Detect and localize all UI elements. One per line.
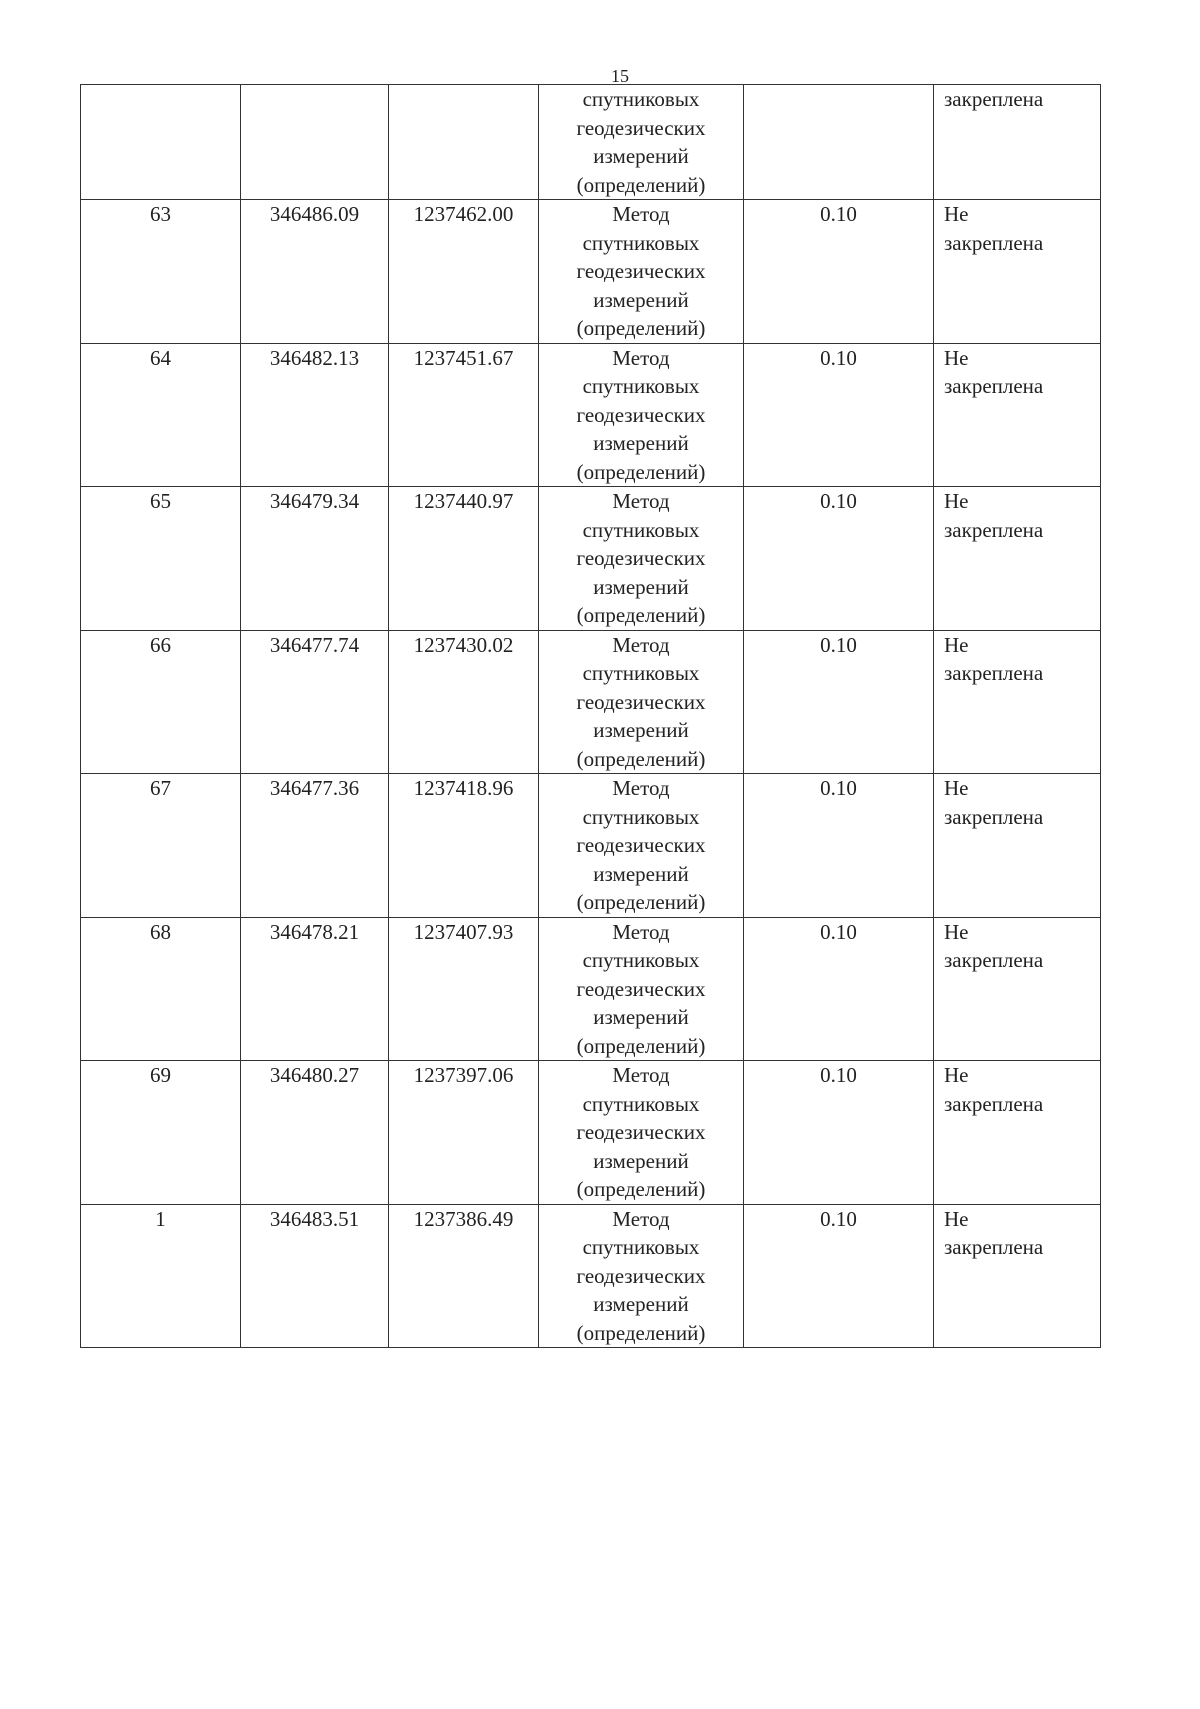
- accuracy-cell: 0.10: [744, 1061, 934, 1205]
- point-number-cell: 1: [81, 1204, 241, 1348]
- x-coordinate-cell: 346479.34: [241, 487, 389, 631]
- fixing-cell: Не закреплена: [934, 1204, 1101, 1348]
- fixing-cell: Не закреплена: [934, 774, 1101, 918]
- y-coordinate-cell: 1237418.96: [389, 774, 539, 918]
- point-number-cell: 68: [81, 917, 241, 1061]
- method-cell: Метод спутниковых геодезических измерений (определений): [539, 774, 744, 918]
- table-row: [81, 917, 1101, 1061]
- table-row-continued: [81, 85, 1101, 200]
- accuracy-cell: [744, 85, 934, 200]
- method-cell: Метод спутниковых геодезических измерений (определений): [539, 487, 744, 631]
- table-row: [81, 487, 1101, 631]
- page-number: 15: [611, 66, 629, 86]
- point-number-cell: 65: [81, 487, 241, 631]
- x-coordinate-cell: 346480.27: [241, 1061, 389, 1205]
- y-coordinate-cell: [389, 85, 539, 200]
- coordinates-table: [80, 84, 1101, 1348]
- method-cell: Метод спутниковых геодезических измерений (определений): [539, 200, 744, 344]
- method-cell: Метод спутниковых геодезических измерений (определений): [539, 630, 744, 774]
- fixing-cell: Не закреплена: [934, 1061, 1101, 1205]
- table-row: [81, 630, 1101, 774]
- method-cell: Метод спутниковых геодезических измерений (определений): [539, 343, 744, 487]
- table-row: [81, 343, 1101, 487]
- accuracy-cell: 0.10: [744, 487, 934, 631]
- point-number-cell: 69: [81, 1061, 241, 1205]
- table-row: [81, 774, 1101, 918]
- x-coordinate-cell: 346477.36: [241, 774, 389, 918]
- point-number-cell: 63: [81, 200, 241, 344]
- y-coordinate-cell: 1237397.06: [389, 1061, 539, 1205]
- y-coordinate-cell: 1237451.67: [389, 343, 539, 487]
- x-coordinate-cell: 346483.51: [241, 1204, 389, 1348]
- table-row: [81, 1061, 1101, 1205]
- x-coordinate-cell: [241, 85, 389, 200]
- y-coordinate-cell: 1237430.02: [389, 630, 539, 774]
- y-coordinate-cell: 1237386.49: [389, 1204, 539, 1348]
- y-coordinate-cell: 1237407.93: [389, 917, 539, 1061]
- x-coordinate-cell: 346478.21: [241, 917, 389, 1061]
- table-body: [81, 85, 1101, 1348]
- x-coordinate-cell: 346482.13: [241, 343, 389, 487]
- fixing-cell: Не закреплена: [934, 630, 1101, 774]
- method-cell: спутниковых геодезических измерений (определений): [539, 85, 744, 200]
- accuracy-cell: 0.10: [744, 774, 934, 918]
- fixing-cell: закреплена: [934, 85, 1101, 200]
- accuracy-cell: 0.10: [744, 1204, 934, 1348]
- point-number-cell: 64: [81, 343, 241, 487]
- accuracy-cell: 0.10: [744, 630, 934, 774]
- accuracy-cell: 0.10: [744, 343, 934, 487]
- fixing-cell: Не закреплена: [934, 343, 1101, 487]
- fixing-cell: Не закреплена: [934, 200, 1101, 344]
- table-row: [81, 200, 1101, 344]
- table-row: [81, 1204, 1101, 1348]
- y-coordinate-cell: 1237462.00: [389, 200, 539, 344]
- point-number-cell: 67: [81, 774, 241, 918]
- method-cell: Метод спутниковых геодезических измерений (определений): [539, 917, 744, 1061]
- accuracy-cell: 0.10: [744, 917, 934, 1061]
- y-coordinate-cell: 1237440.97: [389, 487, 539, 631]
- point-number-cell: 66: [81, 630, 241, 774]
- fixing-cell: Не закреплена: [934, 917, 1101, 1061]
- x-coordinate-cell: 346477.74: [241, 630, 389, 774]
- method-cell: Метод спутниковых геодезических измерений (определений): [539, 1061, 744, 1205]
- accuracy-cell: 0.10: [744, 200, 934, 344]
- point-number-cell: [81, 85, 241, 200]
- fixing-cell: Не закреплена: [934, 487, 1101, 631]
- method-cell: Метод спутниковых геодезических измерений (определений): [539, 1204, 744, 1348]
- x-coordinate-cell: 346486.09: [241, 200, 389, 344]
